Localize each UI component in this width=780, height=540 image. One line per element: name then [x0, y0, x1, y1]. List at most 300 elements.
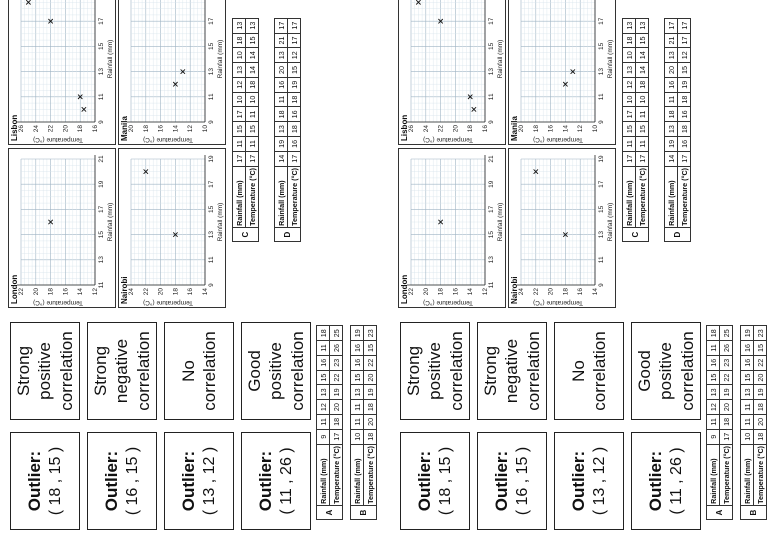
- table-cell: 17: [623, 151, 636, 166]
- table-cell: 13: [246, 18, 259, 33]
- data-table-d: [664, 18, 691, 242]
- table-cell: 12: [317, 400, 330, 415]
- correlation-label: Good positive correlation: [635, 331, 697, 411]
- table-cell: 22: [330, 370, 343, 385]
- table-cell: 18: [288, 122, 301, 137]
- y-tick-label: 22: [142, 288, 150, 296]
- y-axis-label: Temperature (°C): [423, 136, 473, 143]
- data-table-a: [706, 325, 733, 520]
- table-cell: 23: [754, 326, 767, 341]
- table-cell: 19: [678, 77, 691, 92]
- table-cell: 11: [351, 415, 364, 430]
- answer-card: [554, 432, 624, 530]
- table-letter: D: [275, 228, 301, 242]
- table-cell: 10: [623, 92, 636, 107]
- outlier-label: Outlier:: [646, 450, 666, 512]
- table-cell: 11: [741, 415, 754, 430]
- x-axis-label: Rainfall (mm): [607, 202, 614, 242]
- table-cell: 18: [636, 77, 649, 92]
- x-tick-label: 13: [98, 67, 105, 76]
- x-tick-label: 19: [488, 180, 495, 188]
- plot-title: Manila: [510, 116, 519, 141]
- table-cell: 21: [665, 33, 678, 48]
- y-axis-label: Temperature (°C): [533, 299, 583, 306]
- table-cell: 20: [330, 400, 343, 415]
- table-cell: 17: [288, 151, 301, 166]
- y-tick-label: 20: [422, 288, 430, 296]
- table-row: [665, 18, 678, 241]
- table-cell: 13: [233, 18, 246, 33]
- table-cell: 26: [720, 341, 733, 356]
- table-cell: 16: [741, 341, 754, 356]
- y-tick-label: 12: [577, 125, 585, 133]
- answer-card: [477, 432, 547, 530]
- y-tick-label: 18: [532, 125, 540, 133]
- table-cell: 19: [351, 326, 364, 341]
- y-tick-label: 16: [482, 125, 489, 133]
- row-header: Temperature (°C): [289, 167, 299, 226]
- table-cell: 10: [741, 429, 754, 444]
- table-cell: 11: [317, 415, 330, 430]
- answer-card: [477, 322, 547, 420]
- y-axis-label: Temperature (°C): [33, 299, 83, 306]
- table-cell: 19: [330, 385, 343, 400]
- outlier-coordinates: ( 18 , 15 ): [46, 446, 64, 516]
- table-row: [330, 326, 343, 520]
- x-axis-label: Rainfall (mm): [497, 202, 504, 242]
- table-cell: 10: [636, 92, 649, 107]
- x-tick-label: 17: [208, 17, 215, 25]
- x-tick-label: 15: [598, 205, 605, 214]
- x-tick-label: 17: [208, 180, 215, 188]
- table-cell: 15: [623, 122, 636, 137]
- table-row: [233, 18, 246, 241]
- table-cell: 18: [720, 415, 733, 430]
- row-header: Rainfall (mm): [623, 166, 636, 228]
- table-cell: 13: [741, 385, 754, 400]
- x-tick-label: 15: [98, 230, 105, 239]
- table-cell: 10: [233, 92, 246, 107]
- scatter-plot-lisbon: [398, 0, 506, 145]
- table-cell: 13: [665, 122, 678, 137]
- table-row: [275, 18, 288, 241]
- table-cell: 22: [364, 355, 377, 370]
- answer-card: [87, 432, 157, 530]
- table-row: [636, 18, 649, 241]
- y-tick-label: 22: [47, 125, 55, 133]
- table-cell: 23: [364, 326, 377, 341]
- y-tick-label: 16: [577, 288, 585, 296]
- y-tick-label: 22: [437, 125, 445, 133]
- table-cell: 17: [288, 33, 301, 48]
- x-tick-label: 13: [208, 230, 215, 239]
- y-tick-label: 16: [187, 288, 195, 296]
- y-axis-label: Temperature (°C): [143, 299, 193, 306]
- table-cell: 17: [288, 18, 301, 33]
- x-axis-label: Rainfall (mm): [497, 39, 504, 79]
- table-cell: 13: [351, 385, 364, 400]
- y-tick-label: 20: [547, 288, 555, 296]
- y-tick-label: 24: [518, 288, 525, 296]
- answer-card: [631, 432, 701, 530]
- table-cell: 15: [636, 122, 649, 137]
- table-cell: 9: [707, 429, 720, 444]
- row-header: Temperature (°C): [637, 167, 647, 226]
- x-tick-label: 11: [98, 281, 105, 289]
- table-cell: 11: [317, 341, 330, 356]
- y-tick-label: 20: [128, 125, 135, 133]
- row-header: Rainfall (mm): [665, 166, 678, 228]
- y-tick-label: 26: [408, 125, 415, 133]
- x-tick-label: 19: [598, 155, 605, 163]
- table-cell: 14: [275, 151, 288, 166]
- table-cell: 15: [636, 33, 649, 48]
- data-table-a: [316, 325, 343, 520]
- y-axis-label: Temperature (°C): [143, 136, 193, 143]
- row-header: Rainfall (mm): [233, 166, 246, 228]
- table-cell: 17: [330, 429, 343, 444]
- x-axis-label: Rainfall (mm): [607, 39, 614, 79]
- plot-canvas: [119, 0, 227, 144]
- table-cell: 19: [720, 385, 733, 400]
- table-cell: 13: [275, 48, 288, 63]
- outlier-coordinates: ( 11 , 26 ): [277, 447, 295, 515]
- correlation-label: Good positive correlation: [245, 331, 307, 411]
- x-tick-label: 11: [208, 256, 215, 264]
- x-tick-label: 11: [98, 93, 105, 101]
- y-tick-label: 16: [452, 288, 460, 296]
- x-tick-label: 11: [598, 93, 605, 101]
- table-cell: 14: [246, 48, 259, 63]
- outlier-coordinates: ( 13 , 12 ): [200, 446, 218, 516]
- outlier-coordinates: ( 18 , 15 ): [436, 446, 454, 516]
- y-tick-label: 22: [18, 288, 25, 296]
- x-tick-label: 15: [488, 230, 495, 239]
- scatter-plot-manila: [508, 0, 616, 145]
- table-cell: 15: [364, 341, 377, 356]
- table-cell: 15: [233, 122, 246, 137]
- table-cell: 12: [623, 77, 636, 92]
- table-cell: 13: [665, 48, 678, 63]
- plot-title: Nairobi: [120, 276, 129, 304]
- plot-canvas: [119, 147, 227, 307]
- plot-title: Manila: [120, 116, 129, 141]
- table-cell: 14: [636, 48, 649, 63]
- data-table-c: [622, 18, 649, 242]
- row-header: Rainfall (mm): [317, 444, 330, 506]
- table-cell: 19: [275, 137, 288, 152]
- plot-title: London: [10, 274, 19, 304]
- answer-card: [164, 322, 234, 420]
- table-cell: 11: [665, 92, 678, 107]
- table-cell: 16: [275, 77, 288, 92]
- table-cell: 15: [317, 370, 330, 385]
- table-cell: 17: [636, 151, 649, 166]
- plot-title: Lisbon: [10, 114, 19, 141]
- table-letter: A: [707, 506, 733, 520]
- x-tick-label: 17: [98, 205, 105, 214]
- table-cell: 16: [288, 107, 301, 122]
- table-cell: 16: [351, 341, 364, 356]
- table-letter: B: [351, 506, 377, 520]
- table-cell: 11: [741, 400, 754, 415]
- table-cell: 17: [246, 151, 259, 166]
- worksheet-copy-right: [390, 0, 780, 540]
- table-cell: 25: [330, 326, 343, 341]
- table-cell: 16: [678, 107, 691, 122]
- table-cell: 12: [233, 77, 246, 92]
- table-row: [351, 326, 364, 520]
- x-tick-label: 13: [598, 230, 605, 239]
- row-header: Temperature (°C): [721, 445, 731, 504]
- plot-canvas: [9, 0, 117, 144]
- x-tick-label: 21: [98, 155, 105, 163]
- table-cell: 11: [623, 137, 636, 152]
- table-cell: 15: [678, 63, 691, 78]
- table-cell: 17: [623, 107, 636, 122]
- y-tick-label: 14: [77, 288, 85, 296]
- row-header: Rainfall (mm): [275, 166, 288, 228]
- table-cell: 10: [246, 92, 259, 107]
- table-cell: 25: [720, 326, 733, 341]
- table-cell: 18: [678, 92, 691, 107]
- data-table-b: [740, 325, 767, 520]
- outlier-label: Outlier:: [492, 450, 512, 512]
- table-cell: 11: [636, 107, 649, 122]
- plot-title: Nairobi: [510, 276, 519, 304]
- table-row: [678, 18, 691, 241]
- table-cell: 18: [665, 107, 678, 122]
- y-axis-label: Temperature (°C): [423, 299, 473, 306]
- y-tick-label: 10: [202, 125, 209, 133]
- table-cell: 19: [754, 385, 767, 400]
- y-axis-label: Temperature (°C): [33, 136, 83, 143]
- x-tick-label: 9: [98, 120, 105, 124]
- table-cell: 13: [275, 122, 288, 137]
- answer-card: [554, 322, 624, 420]
- table-cell: 13: [623, 18, 636, 33]
- outlier-coordinates: ( 13 , 12 ): [590, 446, 608, 516]
- table-cell: 21: [275, 33, 288, 48]
- table-cell: 18: [246, 77, 259, 92]
- y-tick-label: 16: [547, 125, 555, 133]
- table-cell: 13: [623, 63, 636, 78]
- outlier-label: Outlier:: [256, 450, 276, 512]
- table-row: [720, 326, 733, 520]
- x-tick-label: 15: [598, 42, 605, 51]
- y-tick-label: 16: [92, 125, 99, 133]
- table-cell: 20: [754, 415, 767, 430]
- correlation-label: Strong positive correlation: [404, 331, 466, 411]
- table-cell: 16: [317, 355, 330, 370]
- table-cell: 19: [288, 77, 301, 92]
- table-cell: 11: [707, 341, 720, 356]
- table-cell: 15: [741, 370, 754, 385]
- row-header: Temperature (°C): [679, 167, 689, 226]
- x-axis-label: Rainfall (mm): [107, 39, 114, 79]
- table-cell: 17: [678, 151, 691, 166]
- table-cell: 12: [288, 48, 301, 63]
- table-cell: 15: [754, 341, 767, 356]
- scatter-plot-manila: [118, 0, 226, 145]
- scatter-plot-nairobi: [508, 148, 616, 308]
- x-tick-label: 21: [488, 155, 495, 163]
- table-cell: 18: [275, 107, 288, 122]
- y-tick-label: 18: [437, 288, 445, 296]
- table-cell: 23: [720, 355, 733, 370]
- table-cell: 17: [720, 429, 733, 444]
- x-tick-label: 17: [98, 17, 105, 25]
- correlation-label: No correlation: [178, 331, 219, 411]
- y-tick-label: 22: [532, 288, 540, 296]
- table-cell: 16: [351, 355, 364, 370]
- y-tick-label: 20: [32, 288, 40, 296]
- y-tick-label: 14: [467, 288, 475, 296]
- y-tick-label: 18: [47, 288, 55, 296]
- table-cell: 26: [330, 341, 343, 356]
- correlation-label: No correlation: [568, 331, 609, 411]
- answer-card: [10, 432, 80, 530]
- table-cell: 19: [364, 385, 377, 400]
- table-letter: D: [665, 228, 691, 242]
- y-tick-label: 20: [452, 125, 460, 133]
- table-cell: 18: [288, 92, 301, 107]
- table-row: [246, 18, 259, 241]
- correlation-label: Strong negative correlation: [91, 331, 153, 411]
- row-header: Temperature (°C): [247, 167, 257, 226]
- answer-card: [164, 432, 234, 530]
- table-row: [364, 326, 377, 520]
- data-table-d: [274, 18, 301, 242]
- table-cell: 18: [317, 326, 330, 341]
- x-tick-label: 17: [598, 180, 605, 188]
- outlier-label: Outlier:: [25, 450, 45, 512]
- outlier-label: Outlier:: [102, 450, 122, 512]
- answer-card: [10, 322, 80, 420]
- table-cell: 16: [665, 77, 678, 92]
- y-tick-label: 14: [592, 288, 599, 296]
- table-cell: 20: [754, 370, 767, 385]
- table-cell: 9: [317, 429, 330, 444]
- y-tick-label: 12: [187, 125, 195, 133]
- table-cell: 16: [741, 355, 754, 370]
- table-cell: 19: [665, 137, 678, 152]
- table-cell: 18: [623, 33, 636, 48]
- correlation-label: Strong positive correlation: [14, 331, 76, 411]
- x-tick-label: 11: [488, 93, 495, 101]
- x-tick-label: 19: [98, 180, 105, 188]
- y-tick-label: 26: [18, 125, 25, 133]
- y-axis-label: Temperature (°C): [533, 136, 583, 143]
- table-cell: 20: [364, 415, 377, 430]
- row-header: Rainfall (mm): [741, 444, 754, 506]
- y-tick-label: 24: [422, 125, 430, 133]
- table-cell: 18: [754, 429, 767, 444]
- table-row: [623, 18, 636, 241]
- data-table-b: [350, 325, 377, 520]
- table-cell: 17: [233, 107, 246, 122]
- table-letter: C: [623, 228, 649, 242]
- outlier-label: Outlier:: [569, 450, 589, 512]
- row-header: Rainfall (mm): [707, 444, 720, 506]
- table-cell: 18: [678, 122, 691, 137]
- x-tick-label: 15: [208, 205, 215, 214]
- x-axis-label: Rainfall (mm): [107, 202, 114, 242]
- table-row: [741, 326, 754, 520]
- outlier-label: Outlier:: [179, 450, 199, 512]
- table-cell: 12: [707, 400, 720, 415]
- table-cell: 15: [246, 33, 259, 48]
- outlier-coordinates: ( 11 , 26 ): [667, 447, 685, 515]
- correlation-label: Strong negative correlation: [481, 331, 543, 411]
- y-tick-label: 24: [128, 288, 135, 296]
- y-tick-label: 24: [32, 125, 40, 133]
- x-tick-label: 17: [488, 17, 495, 25]
- y-tick-label: 14: [562, 125, 570, 133]
- x-tick-label: 13: [488, 67, 495, 76]
- plot-canvas: [399, 147, 507, 307]
- table-cell: 18: [707, 326, 720, 341]
- table-cell: 15: [246, 122, 259, 137]
- scatter-plot-lisbon: [8, 0, 116, 145]
- y-tick-label: 16: [157, 125, 165, 133]
- answer-card: [400, 432, 470, 530]
- table-cell: 11: [707, 415, 720, 430]
- table-letter: A: [317, 506, 343, 520]
- x-tick-label: 15: [488, 42, 495, 51]
- table-cell: 18: [364, 400, 377, 415]
- plot-canvas: [399, 0, 507, 144]
- table-cell: 19: [741, 326, 754, 341]
- table-cell: 11: [233, 137, 246, 152]
- x-tick-label: 9: [208, 120, 215, 124]
- outlier-label: Outlier:: [415, 450, 435, 512]
- plot-canvas: [509, 147, 617, 307]
- table-cell: 17: [275, 18, 288, 33]
- x-tick-label: 15: [208, 42, 215, 51]
- table-cell: 12: [678, 48, 691, 63]
- table-letter: C: [233, 228, 259, 242]
- x-tick-label: 13: [598, 67, 605, 76]
- y-tick-label: 18: [142, 125, 150, 133]
- table-cell: 17: [678, 33, 691, 48]
- table-cell: 20: [275, 63, 288, 78]
- table-cell: 17: [678, 18, 691, 33]
- plot-title: Lisbon: [400, 114, 409, 141]
- row-header: Rainfall (mm): [351, 444, 364, 506]
- answer-card: [400, 322, 470, 420]
- table-cell: 11: [351, 400, 364, 415]
- plot-title: London: [400, 274, 409, 304]
- y-tick-label: 18: [467, 125, 475, 133]
- x-tick-label: 11: [488, 281, 495, 289]
- table-cell: 16: [678, 137, 691, 152]
- table-cell: 11: [246, 107, 259, 122]
- x-tick-label: 9: [598, 120, 605, 124]
- table-cell: 13: [233, 63, 246, 78]
- table-cell: 15: [707, 370, 720, 385]
- table-cell: 13: [707, 385, 720, 400]
- table-cell: 20: [665, 63, 678, 78]
- x-tick-label: 11: [208, 93, 215, 101]
- outlier-coordinates: ( 16 , 15 ): [123, 446, 141, 516]
- table-cell: 15: [351, 370, 364, 385]
- table-cell: 10: [623, 48, 636, 63]
- table-cell: 16: [707, 355, 720, 370]
- x-tick-label: 15: [98, 42, 105, 51]
- outlier-coordinates: ( 16 , 15 ): [513, 446, 531, 516]
- x-tick-label: 17: [598, 17, 605, 25]
